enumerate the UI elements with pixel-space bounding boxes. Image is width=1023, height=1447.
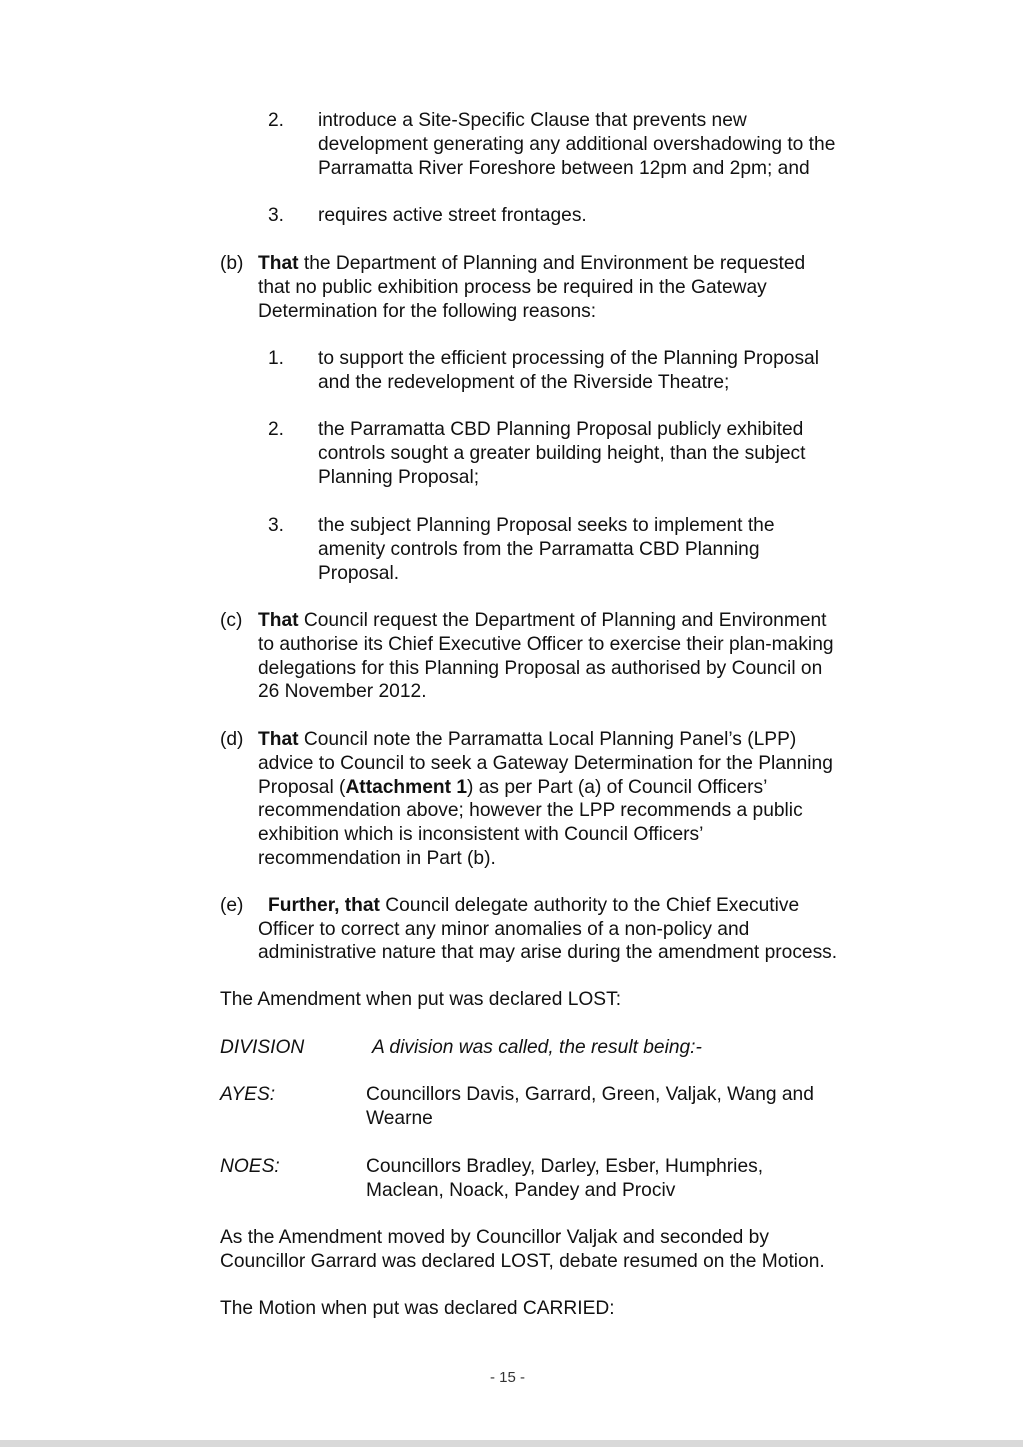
- list-number: 2.: [268, 419, 285, 440]
- list-number: 3.: [268, 515, 285, 536]
- page-bottom-edge: [0, 1440, 1023, 1447]
- list-item-text: requires active street frontages.: [318, 205, 587, 226]
- list-item-text: development generating any additional overshadowing to the: [318, 134, 836, 155]
- clause-line: Council request the Department of Planning and Environment: [303, 610, 827, 631]
- debate-resumed: As the Amendment moved by Councillor Valjak and seconded by: [220, 1227, 769, 1248]
- list-item-text: and the redevelopment of the Riverside Theatre;: [318, 372, 730, 393]
- list-item-text: Planning Proposal;: [318, 467, 480, 488]
- list-number: 2.: [268, 110, 285, 131]
- clause-line: recommendation above; however the LPP recommends a public: [258, 800, 803, 821]
- clause-line: Officer to correct any minor anomalies of a non-policy and: [258, 919, 750, 940]
- division-text: A division was called, the result being:-: [372, 1037, 702, 1058]
- clause-line: Council note the Parramatta Local Planning Panel’s (LPP): [303, 729, 797, 750]
- clause-line: to authorise its Chief Executive Officer to exercise their plan-making: [258, 634, 834, 655]
- clause-line: Determination for the following reasons:: [258, 301, 597, 322]
- clause-line: Council delegate authority to the Chief Executive: [385, 895, 800, 916]
- clause-line: delegations for this Planning Proposal as authorised by Council on: [258, 658, 823, 679]
- list-item-text: to support the efficient processing of the Planning Proposal: [318, 348, 819, 369]
- clause-text: [258, 609, 827, 633]
- page-number: - 15 -: [490, 1369, 526, 1386]
- clause-lead: Further, that: [268, 895, 380, 916]
- noes-list: Maclean, Noack, Pandey and Prociv: [366, 1180, 676, 1201]
- clause-line: recommendation in Part (b).: [258, 848, 496, 869]
- list-number: 1.: [268, 348, 285, 369]
- clause-text-part: Proposal (: [258, 777, 346, 798]
- list-item-text: Parramatta River Foreshore between 12pm and 2pm; and: [318, 158, 810, 179]
- clause-lead: That: [258, 253, 299, 274]
- list-item-text: the subject Planning Proposal seeks to implement the: [318, 515, 775, 536]
- noes-label: NOES:: [220, 1156, 280, 1177]
- clause-line: that no public exhibition process be required in the Gateway: [258, 277, 767, 298]
- clause-text-part: ) as per Part (a) of Council Officers’: [467, 777, 768, 798]
- clause-line: 26 November 2012.: [258, 681, 427, 702]
- noes-list: Councillors Bradley, Darley, Esber, Humphries,: [366, 1156, 764, 1177]
- list-item-text: introduce a Site-Specific Clause that prevents new: [318, 110, 747, 131]
- clause-lead: That: [258, 610, 299, 631]
- list-number: 3.: [268, 205, 285, 226]
- clause-lead: That: [258, 729, 299, 750]
- attachment-reference: Attachment 1: [345, 777, 467, 798]
- clause-line: administrative nature that may arise during the amendment process.: [258, 942, 838, 963]
- list-item-text: Proposal.: [318, 563, 400, 584]
- clause-label: (e): [220, 895, 244, 916]
- clause-line: [258, 776, 767, 800]
- clause-text: [268, 894, 799, 918]
- ayes-list: Wearne: [366, 1108, 433, 1129]
- amendment-result: The Amendment when put was declared LOST:: [220, 989, 622, 1010]
- list-item-text: the Parramatta CBD Planning Proposal publicly exhibited: [318, 419, 804, 440]
- clause-label: (c): [220, 610, 243, 631]
- ayes-label: AYES:: [220, 1084, 276, 1105]
- clause-line: exhibition which is inconsistent with Council Officers’: [258, 824, 704, 845]
- division-label: DIVISION: [220, 1037, 305, 1058]
- clause-label: (d): [220, 729, 244, 750]
- debate-resumed: Councillor Garrard was declared LOST, debate resumed on the Motion.: [220, 1251, 825, 1272]
- clause-label: (b): [220, 253, 244, 274]
- list-item-text: amenity controls from the Parramatta CBD Planning: [318, 539, 760, 560]
- ayes-list: Councillors Davis, Garrard, Green, Valjak, Wang and: [366, 1084, 814, 1105]
- clause-line: the Department of Planning and Environment be requested: [303, 253, 806, 274]
- clause-text: [258, 728, 796, 752]
- clause-text: [258, 252, 805, 276]
- motion-result: The Motion when put was declared CARRIED:: [220, 1298, 615, 1319]
- list-item-text: controls sought a greater building height, than the subject: [318, 443, 806, 464]
- clause-line: advice to Council to seek a Gateway Determination for the Planning: [258, 753, 833, 774]
